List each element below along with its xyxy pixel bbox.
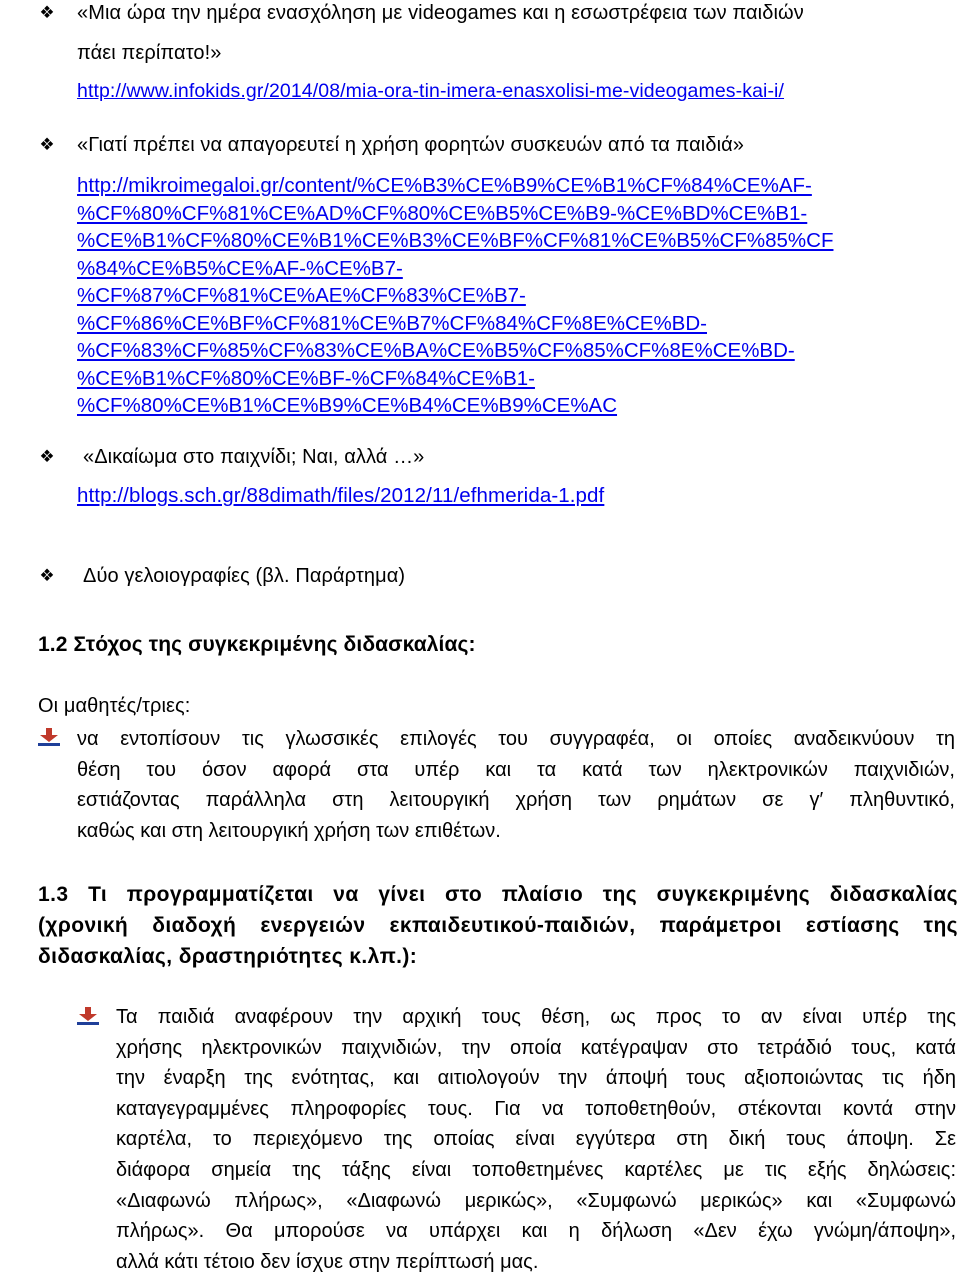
diamond-bullet-icon: ❖ [39, 135, 55, 154]
item-2-link-line: %84%CE%B5%CE%AF-%CE%B7- [77, 256, 403, 280]
section-1-3-line: Τα παιδιά αναφέρουν την αρχική τους θέση, ως προς το αν είναι υπέρ της [116, 1006, 956, 1028]
diamond-bullet-icon: ❖ [39, 3, 55, 22]
section-1-3-line: χρήσης ηλεκτρονικών παιχνιδιών, την οποία κατέγραψαν στο τετράδιό τους, κατά [116, 1036, 956, 1059]
item-2-link-line: %CF%83%CF%85%CF%83%CE%BA%CE%B5%CF%85%CF%8E%CE%BD- [77, 339, 795, 362]
section-1-3-line: πλήρως». Θα μπορούσε να υπάρχει και η δήλωση «Δεν έχω γνώμη/άποψη», [116, 1220, 956, 1243]
item-2-title: «Γιατί πρέπει να απαγορευτεί η χρήση φορητών συσκευών από τα παιδιά» [77, 134, 745, 156]
item-2-link-line: %CF%80%CE%B1%CE%B9%CE%B4%CE%B9%CE%AC [77, 394, 618, 417]
section-1-3-title-line: διδασκαλίας, δραστηριότητες κ.λπ.): [38, 945, 418, 968]
section-1-3-title-line: Τι προγραμματίζεται να γίνει στο πλαίσιο της συγκεκριμένης διδασκαλίας [88, 883, 958, 906]
section-1-2-intro: Οι μαθητές/τριες: [38, 695, 191, 717]
section-1-2-line: θέση του όσον αφορά στα υπέρ και τα κατά των ηλεκτρονικών παιχνιδιών, [77, 758, 955, 781]
item-3-link[interactable]: http://blogs.sch.gr/88dimath/files/2012/11/efhmerida-1.pdf [77, 484, 605, 507]
arrow-bullet-icon [77, 1007, 99, 1027]
section-1-2-line: να εντοπίσουν τις γλωσσικές επιλογές του συγγραφέα, οι οποίες αναδεικνύουν τη [77, 728, 955, 750]
item-4-title: Δύο γελοιογραφίες (βλ. Παράρτημα) [83, 565, 406, 587]
item-3-title: «Δικαίωμα στο παιχνίδι; Ναι, αλλά …» [83, 446, 425, 468]
diamond-bullet-icon: ❖ [39, 447, 55, 466]
section-1-2-title: Στόχος της συγκεκριμένης διδασκαλίας: [73, 633, 476, 656]
section-1-3-line: «Διαφωνώ πλήρως», «Διαφωνώ μερικώς», «Συμφωνώ μερικώς» και «Συμφωνώ [116, 1189, 956, 1212]
item-1-link[interactable]: http://www.infokids.gr/2014/08/mia-ora-tin-imera-enasxolisi-me-videogames-kai-i/ [77, 80, 785, 102]
item-2-link-line: %CF%80%CF%81%CE%AD%CF%80%CE%B5%CE%B9-%CE%BD%CE%B1- [77, 201, 808, 225]
item-2-link-line: %CE%B1%CF%80%CE%B1%CE%B3%CE%BF%CF%81%CE%B5%CF%85%CF [77, 229, 834, 252]
section-1-2-line: καθώς και στη λειτουργική χρήση των επιθέτων. [77, 819, 501, 842]
item-1-title-line-1: «Μια ώρα την ημέρα ενασχόληση με videogames και η εσωστρέφεια των παιδιών [77, 2, 804, 24]
section-1-2-line: εστιάζοντας παράλληλα στη λειτουργική χρήση των ρημάτων σε γ′ πληθυντικό, [77, 789, 955, 812]
section-1-2-bullet-text [77, 724, 955, 846]
section-1-2-heading [38, 633, 476, 657]
section-1-2-number: 1.2 [38, 633, 68, 656]
item-1-title-line-2: πάει περίπατο!» [77, 42, 222, 64]
item-2-link-line: %CF%86%CE%BF%CF%81%CE%B7%CF%84%CF%8E%CE%BD- [77, 311, 707, 335]
item-2-link-line: http://mikroimegaloi.gr/content/%CE%B3%CE%B9%CE%B1%CF%84%CE%AF- [77, 174, 812, 197]
arrow-bullet-icon [38, 728, 60, 748]
section-1-3-heading [38, 879, 958, 972]
section-1-3-line: διάφορα σημεία της τάξης είναι τοποθετημένες καρτέλες με τις εξής δηλώσεις: [116, 1158, 956, 1181]
diamond-bullet-icon: ❖ [39, 566, 55, 585]
item-2-link[interactable] [77, 172, 947, 420]
section-1-3-line: καρτέλα, το περιεχόμενο της οποίας είναι εγγύτερα στη δική τους άποψη. Σε [116, 1128, 956, 1151]
section-1-3-line: καταγεγραμμένες πληροφορίες τους. Για να τοποθετηθούν, στέκονται κοντά στην [116, 1097, 956, 1120]
section-1-3-bullet-text [116, 1002, 956, 1277]
section-1-3-line: αλλά κάτι τέτοιο δεν ίσχυε στην περίπτωσή μας. [116, 1250, 539, 1273]
section-1-3-line: την έναρξη της ενότητας, και αιτιολογούν την άποψή τους αξιοποιώντας τις ήδη [116, 1067, 956, 1090]
section-1-3-number: 1.3 [38, 883, 69, 906]
item-2-link-line: %CF%87%CF%81%CE%AE%CF%83%CE%B7- [77, 284, 526, 307]
section-1-3-title-line: (χρονική διαδοχή ενεργειών εκπαιδευτικού-παιδιών, παράμετροι εστίασης της [38, 914, 958, 937]
item-2-link-line: %CE%B1%CF%80%CE%BF-%CF%84%CE%B1- [77, 366, 535, 390]
